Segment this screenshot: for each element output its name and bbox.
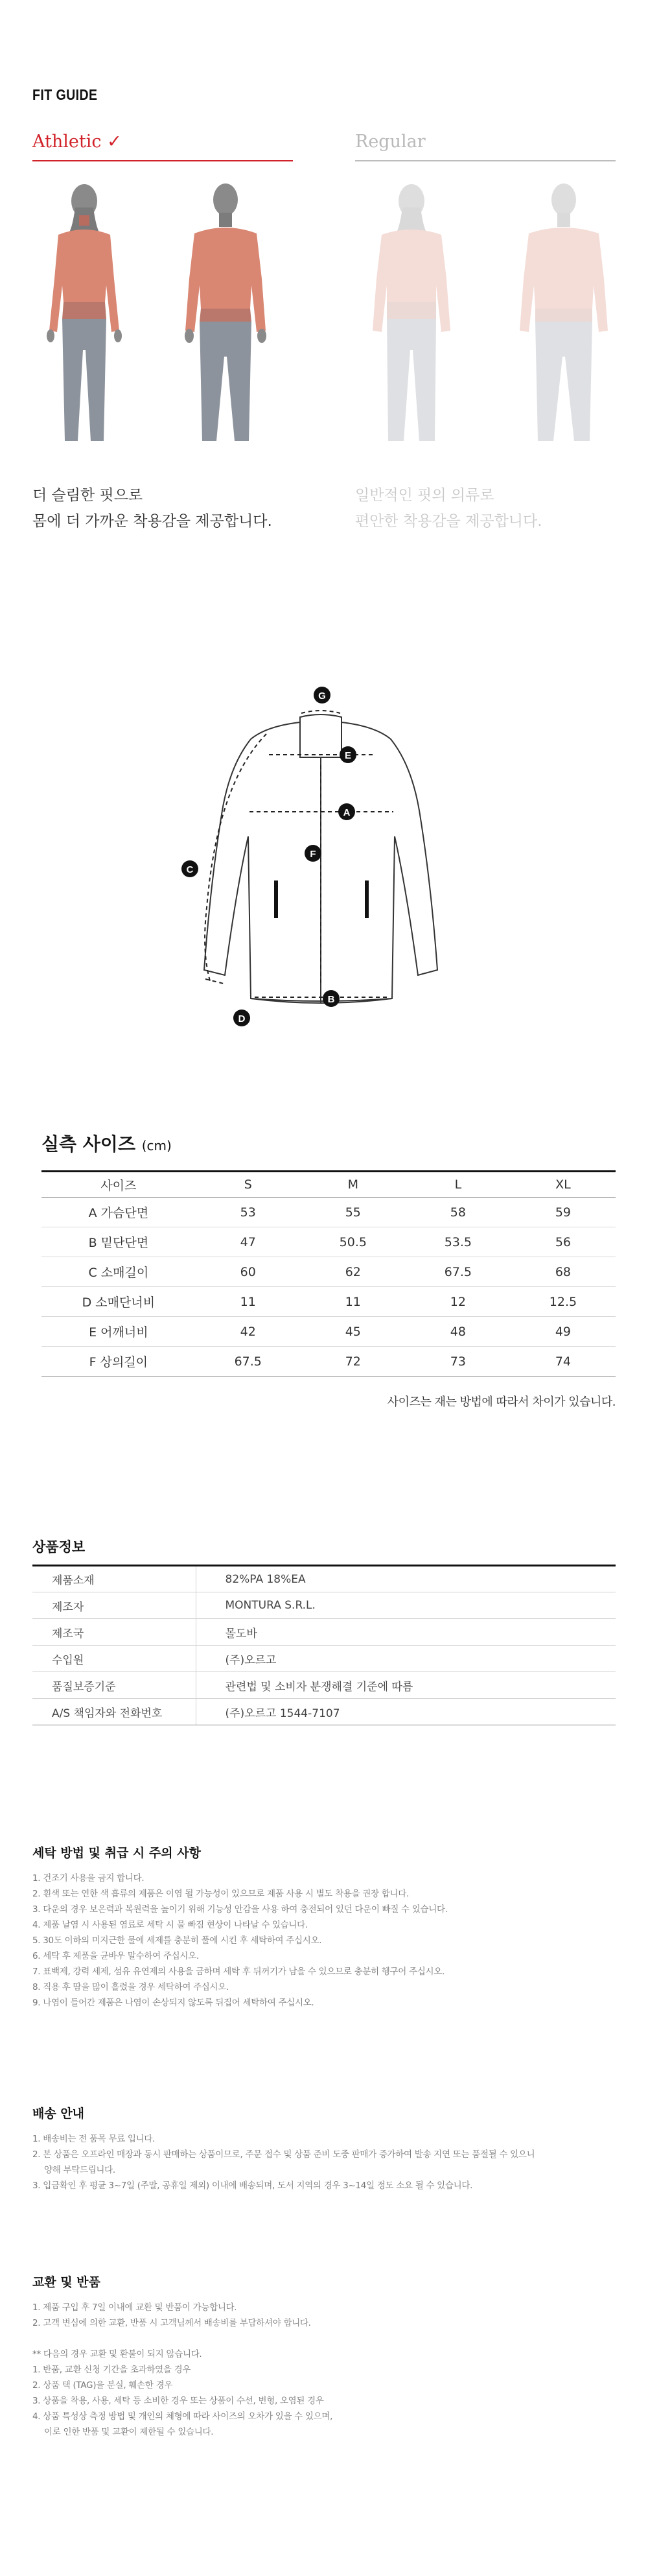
table-cell: 11 xyxy=(301,1287,406,1317)
athletic-label: Athletic xyxy=(32,132,102,152)
list-item: 이로 인한 반품 및 교환이 제한될 수 있습니다. xyxy=(44,2427,214,2437)
table-row xyxy=(41,1198,616,1227)
list-item: 1. 배송비는 전 품목 무료 입니다. xyxy=(32,2134,156,2144)
regular-description xyxy=(355,482,542,534)
header-l: L xyxy=(406,1172,511,1198)
info-value: (주)오르고 1544-7107 xyxy=(196,1699,616,1725)
info-value: 82%PA 18%EA xyxy=(196,1566,616,1592)
athletic-underline xyxy=(32,160,293,161)
tab-regular[interactable] xyxy=(355,132,616,161)
table-cell: A 가슴단면 xyxy=(41,1198,196,1227)
info-key: 제조국 xyxy=(32,1619,196,1646)
info-key: 수입원 xyxy=(32,1646,196,1672)
table-cell: 12.5 xyxy=(511,1287,616,1317)
shipping-title: 배송 안내 xyxy=(32,2107,85,2121)
info-value: 몰도바 xyxy=(196,1619,616,1646)
fit-guide-title: FIT GUIDE xyxy=(32,86,98,103)
shipping-body xyxy=(32,2131,535,2193)
marker-G-label: G xyxy=(318,691,326,702)
size-table-header xyxy=(41,1172,616,1198)
list-item: 5. 30도 이하의 미지근한 물에 세제를 충분히 풀에 시킨 후 세탁하여 주십시오. xyxy=(32,1935,322,1946)
list-item: 7. 표백제, 강력 세제, 섬유 유연제의 사용을 금하며 세탁 후 뒤꺼기가 남을 수 있으므로 충분히 헹구어 주십시오. xyxy=(32,1967,445,1977)
athletic-female-figure xyxy=(32,182,136,447)
header-size: 사이즈 xyxy=(41,1172,196,1198)
info-value: MONTURA S.R.L. xyxy=(196,1592,616,1619)
info-key: 제조자 xyxy=(32,1592,196,1619)
table-row xyxy=(32,1566,616,1592)
list-item: 8. 직용 후 땀을 많이 흘렸을 경우 세탁하여 주십시오. xyxy=(32,1982,229,1992)
table-row xyxy=(32,1672,616,1699)
regular-male-figure xyxy=(512,182,616,447)
exchange-title: 교환 및 반품 xyxy=(32,2275,100,2289)
header-s: S xyxy=(196,1172,301,1198)
marker-A-label: A xyxy=(343,807,351,818)
list-item: 1. 건조기 사용을 금지 합니다. xyxy=(32,1873,145,1884)
list-item: 2. 본 상품은 오프라인 매장과 동시 판매하는 상품이므로, 주문 접수 및 상품 준비 도중 판매가 증가하여 발송 지연 또는 품절될 수 있으니 xyxy=(32,2149,535,2160)
right-pocket-zip xyxy=(365,880,369,918)
marker-B-label: B xyxy=(327,994,335,1005)
athletic-male-figure xyxy=(174,182,277,447)
table-row xyxy=(41,1317,616,1347)
table-row xyxy=(41,1257,616,1287)
marker-E-label: E xyxy=(344,750,352,761)
product-info-title: 상품정보 xyxy=(32,1539,86,1555)
table-cell: 67.5 xyxy=(196,1347,301,1377)
list-item: 4. 제품 날염 시 사용된 염료로 세탁 시 물 빠짐 현상이 나타날 수 있습니다. xyxy=(32,1920,308,1930)
table-cell: 53.5 xyxy=(406,1227,511,1257)
size-chart-unit: (cm) xyxy=(141,1138,172,1153)
athletic-desc-line1: 더 슬림한 핏으로 xyxy=(32,487,143,504)
size-chart-title xyxy=(41,1130,172,1156)
table-cell: 58 xyxy=(406,1198,511,1227)
marker-F xyxy=(305,845,321,862)
size-table xyxy=(41,1170,616,1377)
table-cell: 48 xyxy=(406,1317,511,1347)
size-chart-title-text: 실측 사이즈 xyxy=(41,1133,135,1155)
table-cell: 55 xyxy=(301,1198,406,1227)
header-m: M xyxy=(301,1172,406,1198)
size-chart-note: 사이즈는 재는 방법에 따라서 차이가 있습니다. xyxy=(387,1395,616,1409)
info-key: 품질보증기준 xyxy=(32,1672,196,1699)
table-cell: 47 xyxy=(196,1227,301,1257)
product-info-table xyxy=(32,1565,616,1725)
table-cell: 67.5 xyxy=(406,1257,511,1287)
table-cell: 72 xyxy=(301,1347,406,1377)
table-row xyxy=(41,1287,616,1317)
list-item: 4. 상품 특성상 측정 방법 및 개인의 체형에 따라 사이즈의 오차가 있을 수 있으며, xyxy=(32,2411,333,2422)
table-cell: 45 xyxy=(301,1317,406,1347)
list-item: 2. 상품 택 (TAG)을 분실, 훼손한 경우 xyxy=(32,2380,173,2391)
exchange-body xyxy=(32,2300,332,2440)
marker-C xyxy=(181,860,198,877)
list-item: 9. 나염이 들어간 제품은 나염이 손상되지 않도록 뒤집어 세탁하여 주십시오. xyxy=(32,1998,314,2008)
list-item: 1. 반품, 교환 신청 기간을 초과하였을 경우 xyxy=(32,2365,191,2375)
table-cell: 68 xyxy=(511,1257,616,1287)
table-cell: 50.5 xyxy=(301,1227,406,1257)
table-cell: 74 xyxy=(511,1347,616,1377)
table-cell: D 소매단너비 xyxy=(41,1287,196,1317)
exchange-sub-title: ** 다음의 경우 교환 및 환불이 되지 않습니다. xyxy=(32,2349,202,2359)
table-cell: C 소매길이 xyxy=(41,1257,196,1287)
regular-desc-line2: 편안한 착용감을 제공합니다. xyxy=(355,513,542,530)
table-row xyxy=(32,1646,616,1672)
marker-C-label: C xyxy=(186,864,194,875)
table-cell: B 밑단단면 xyxy=(41,1227,196,1257)
measure-lines xyxy=(205,711,393,997)
table-cell: 11 xyxy=(196,1287,301,1317)
list-item: 2. 흰색 또는 연한 색 흡류의 제품은 이염 될 가능성이 있으므로 제품 사용 시 별도 착용을 권장 합니다. xyxy=(32,1889,410,1899)
info-value: (주)오르고 xyxy=(196,1646,616,1672)
table-cell: 73 xyxy=(406,1347,511,1377)
table-cell: 56 xyxy=(511,1227,616,1257)
check-icon: ✓ xyxy=(107,132,122,152)
marker-E xyxy=(340,746,356,763)
table-cell: 49 xyxy=(511,1317,616,1347)
tab-athletic[interactable] xyxy=(32,132,293,161)
table-cell: 12 xyxy=(406,1287,511,1317)
table-row xyxy=(41,1347,616,1377)
table-row xyxy=(32,1619,616,1646)
marker-F-label: F xyxy=(310,849,316,860)
table-cell: F 상의길이 xyxy=(41,1347,196,1377)
athletic-description xyxy=(32,482,272,534)
spacer xyxy=(32,2331,332,2346)
table-row xyxy=(32,1592,616,1619)
marker-B xyxy=(323,990,340,1007)
list-item: 3. 입금확인 후 평균 3~7일 (주말, 공휴일 제외) 이내에 배송되며, 도서 지역의 경우 3~14일 정도 소요 될 수 있습니다. xyxy=(32,2180,473,2191)
athletic-label-wrap xyxy=(32,132,122,152)
left-pocket-zip xyxy=(274,880,278,918)
marker-D-label: D xyxy=(238,1013,246,1024)
table-cell: 53 xyxy=(196,1198,301,1227)
table-cell: 62 xyxy=(301,1257,406,1287)
table-cell: E 어깨너비 xyxy=(41,1317,196,1347)
table-cell: 42 xyxy=(196,1317,301,1347)
table-row xyxy=(32,1699,616,1725)
list-item: 1. 제품 구입 후 7일 이내에 교환 및 반품이 가능합니다. xyxy=(32,2302,237,2313)
regular-underline xyxy=(355,160,616,161)
table-cell: 59 xyxy=(511,1198,616,1227)
care-body xyxy=(32,1871,448,2011)
regular-female-figure xyxy=(360,182,463,447)
info-key: 제품소재 xyxy=(32,1566,196,1592)
list-item: 6. 세탁 후 제품을 균바우 말수하여 주십시오. xyxy=(32,1951,199,1961)
header-xl: XL xyxy=(511,1172,616,1198)
regular-label: Regular xyxy=(355,132,426,152)
table-cell: 60 xyxy=(196,1257,301,1287)
care-title: 세탁 방법 및 취급 시 주의 사항 xyxy=(32,1846,201,1860)
marker-G xyxy=(314,687,330,703)
list-item: 2. 고객 변심에 의한 교환, 반품 시 고객님께서 배송비를 부담하셔야 합니다. xyxy=(32,2318,311,2328)
athletic-desc-line2: 몸에 더 가까운 착용감을 제공합니다. xyxy=(32,513,272,530)
jacket-measurement-diagram xyxy=(178,674,450,1037)
marker-D xyxy=(233,1010,250,1026)
regular-desc-line1: 일반적인 핏의 의류로 xyxy=(355,487,494,504)
list-item: 양해 부탁드립니다. xyxy=(44,2165,115,2175)
marker-A xyxy=(338,803,355,820)
list-item: 3. 다운의 경우 보온력과 복원력을 높이기 위해 기능성 안감을 사용 하여 충전되어 있던 다운이 빠질 수 있습니다. xyxy=(32,1904,448,1915)
table-row xyxy=(41,1227,616,1257)
info-key: A/S 책임자와 전화번호 xyxy=(32,1699,196,1725)
info-value: 관련법 및 소비자 분쟁해결 기준에 따름 xyxy=(196,1672,616,1699)
list-item: 3. 상품을 착용, 사용, 세탁 등 소비한 경우 또는 상품이 수선, 변형, 오염된 경우 xyxy=(32,2396,324,2406)
